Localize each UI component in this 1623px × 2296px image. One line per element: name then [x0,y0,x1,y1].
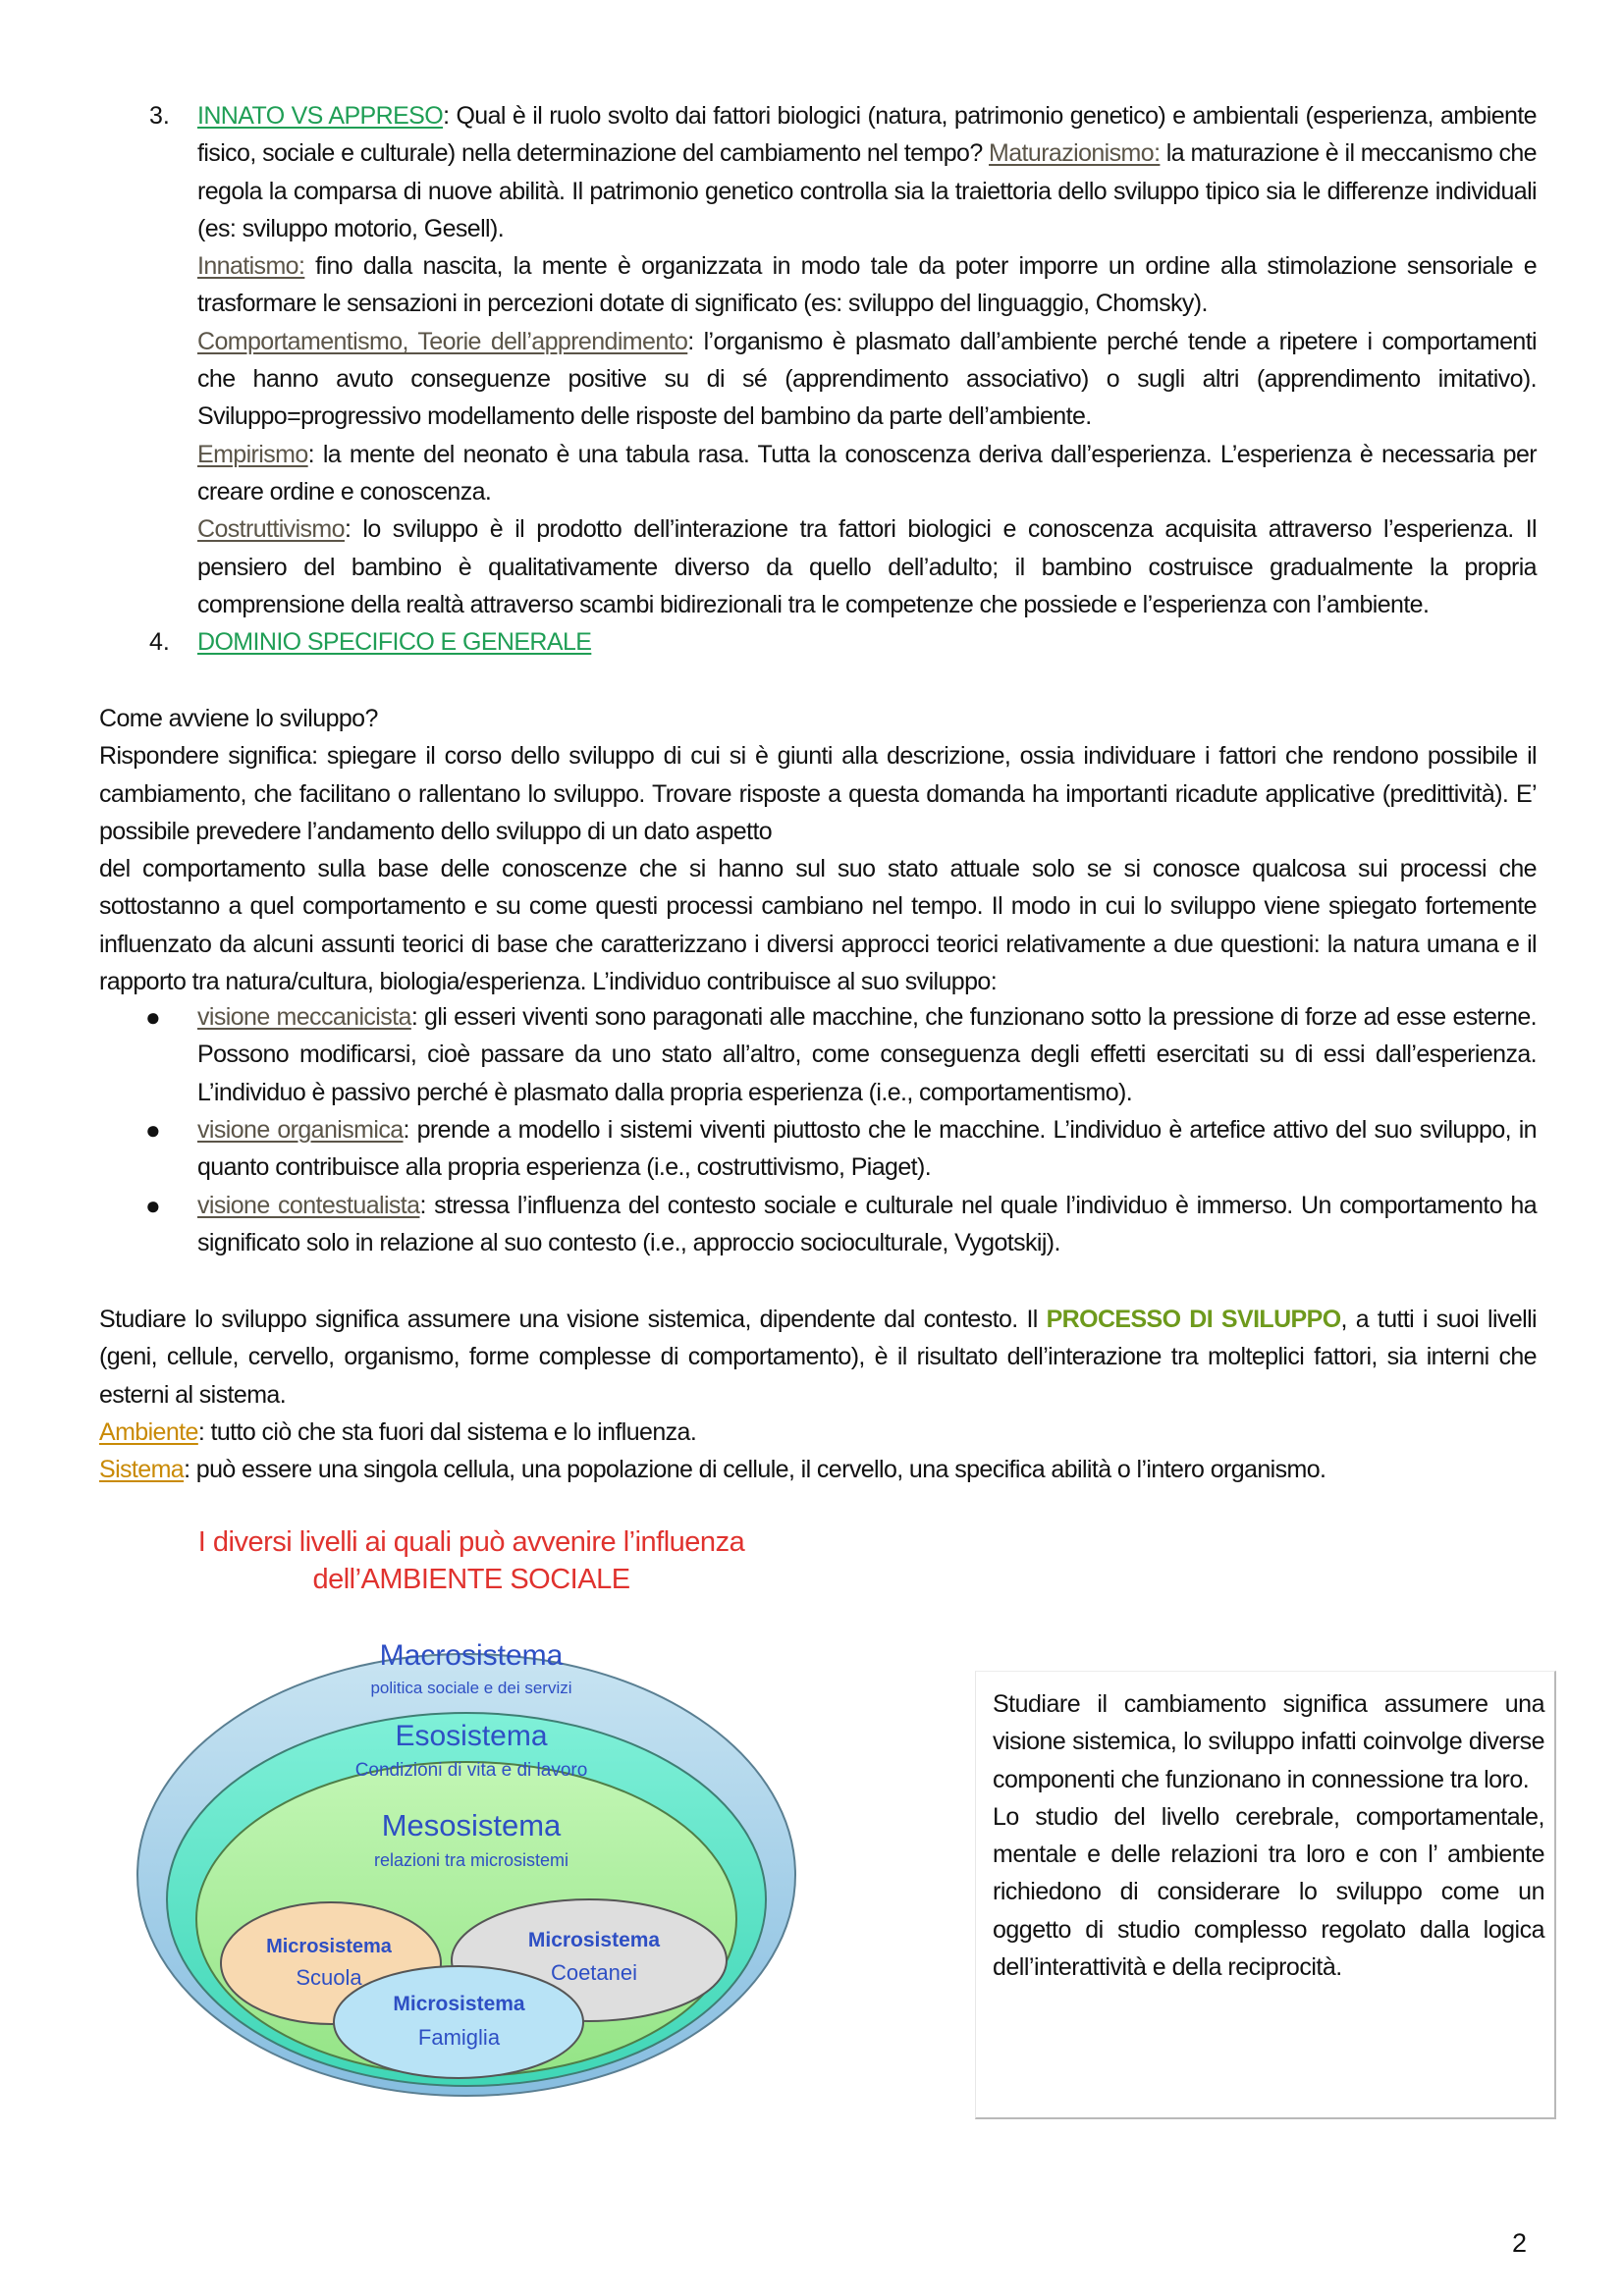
text: , a tutti i suoi livelli (geni, cellule, cervello, organismo, forme complesse di comportamento), è il risultato dell’interazione tra molteplici fattori, sia interni che esterni al sistema. [99,1306,1537,1409]
how-development-section [99,700,1537,1000]
microsistema-scuola-label: Microsistema [266,1936,392,1957]
bullet-text: : gli esseri viventi sono paragonati alle macchine, che funzionano sotto la pressione di forze ad esse esterne. Possono modificarsi, cioè passare da uno stato all’altro, come conseguenza degli effetti esercitati su di essi dall’esperienza. L’individuo è passivo perché è plasmato dalla propria esperienza (i.e., comportamentismo). [197,1003,1537,1106]
text: Studiare lo sviluppo significa assumere una visione sistemica, dipendente dal contesto. Il [99,1306,1047,1333]
microsistema-famiglia-label: Microsistema [393,1993,525,2015]
term-text: : lo sviluppo è il prodotto dell’interazione tra fattori biologici e conoscenza acquisita attraverso l’esperienza. Il pensiero del bambino è qualitativamente diverso da quello dell’adulto; il bambino costruisce gradualmente la propria comprensione della realtà attraverso scambi bidirezionali tra le competenze che possiede e l’esperienza con l’ambiente. [197,515,1537,618]
sistema-definition [99,1451,1537,1488]
microsistema-coetanei-desc: Coetanei [550,1960,638,1985]
mesosistema-desc: relazioni tra microsistemi [373,1850,569,1870]
term-visione-meccanicista: visione meccanicista [197,1003,411,1031]
term-costruttivismo: Costruttivismo [197,515,345,544]
diagram-title-line2: dell’AMBIENTE SOCIALE [312,1564,630,1595]
paragraph: del comportamento sulla base delle conoscenze che si hanno sul suo stato attuale solo se si conosce qualcosa sui processi che sottostanno a quel comportamento e su come questi processi cambiano nel tempo. Il modo in cui lo sviluppo viene spiegato fortemente influenzato da alcuni assunti teorici di base che caratterizzano i diversi approcci teorici relativamente a due questioni: la natura umana e il rapporto tra natura/cultura, biologia/esperienza. L’individuo contribuisce al suo sviluppo: [99,855,1537,996]
section-innato-vs-appreso [197,97,1537,623]
paragraph: Rispondere significa: spiegare il corso dello sviluppo di cui si è giunti alla descrizione, ossia individuare i fattori che rendono possibile il cambiamento, che facilitano o rallentano lo sviluppo. Trovare risposte a questa domanda ha importanti ricadute applicative (predittività). E’ possibile prevedere l’andamento dello sviluppo di un dato aspetto [99,742,1537,845]
esosistema-label: Esosistema [395,1720,548,1752]
microsistema-famiglia-desc: Famiglia [417,2025,501,2050]
ecological-systems-diagram [128,1512,815,2120]
section-intro: : Qual è il ruolo svolto dai fattori biologici (natura, patrimonio genetico) e ambientali (esperienza, ambiente fisico, sociale e culturale) nella determinazione del cambiamento nel tempo? [197,102,1537,168]
microsistema-scuola-desc: Scuola [296,1965,362,1990]
bullet-item [197,998,1537,1111]
bullet-text: : prende a modello i sistemi viventi piuttosto che le macchine. L’individuo è artefice attivo del suo sviluppo, in quanto contribuisce alla propria esperienza (i.e., costruttivismo, Piaget). [197,1116,1537,1182]
mesosistema-label: Mesosistema [381,1808,562,1842]
section-dominio [197,623,1537,661]
list-number: 4. [149,628,170,656]
paragraph [99,1301,1537,1414]
term-text: : la mente del neonato è una tabula rasa. Tutta la conoscenza deriva dall’esperienza. L’esperienza è necessaria per creare ordine e conoscenza. [197,440,1537,506]
page-number: 2 [1512,2228,1528,2258]
paragraph: Studiare il cambiamento significa assumere una visione sistemica, lo sviluppo infatti coinvolge diverse componenti che funzionano in connessione tra loro. [993,1690,1544,1793]
section-heading: DOMINIO SPECIFICO E GENERALE [197,628,592,656]
bullet-item [197,1111,1537,1187]
bullet-item [197,1187,1537,1262]
macrosistema-desc: politica sociale e dei servizi [370,1679,572,1697]
bullet-icon: ● [145,1191,161,1220]
term-sistema: Sistema [99,1456,185,1484]
diagram-title-line1: I diversi livelli ai quali può avvenire l’influenza [197,1526,745,1558]
sidebar-textbox [975,1671,1556,2119]
text: : può essere una singola cellula, una popolazione di cellule, il cervello, una specifica abilità o l’intero organismo. [184,1456,1326,1484]
systemic-section [99,1301,1537,1488]
term-visione-contestualista: visione contestualista [197,1192,420,1219]
term-text: fino dalla nascita, la mente è organizzata in modo tale da poter imporre un ordine alla stimolazione sensoriale e trasformare le sensazioni in percezioni dotate di significato (es: sviluppo del linguaggio, Chomsky). [197,252,1537,318]
question-heading: Come avviene lo sviluppo? [99,705,378,732]
term-ambiente: Ambiente [99,1417,198,1446]
processo-highlight: PROCESSO DI SVILUPPO [1046,1306,1341,1333]
microsistema-coetanei-label: Microsistema [527,1929,661,1951]
bullet-icon: ● [145,1115,161,1145]
term-text: la maturazione è il meccanismo che regola la comparsa di nuove abilità. Il patrimonio genetico controlla sia la traiettoria dello sviluppo tipico sia le differenze individuali (es: sviluppo motorio, Gesell). [197,139,1537,242]
sidebox-content [993,1685,1544,1986]
term-empirismo: Empirismo [197,440,308,468]
ambiente-definition [99,1414,1537,1451]
term-visione-organismica: visione organismica [197,1116,404,1144]
esosistema-desc: Condizioni di vita e di lavoro [354,1760,588,1781]
bullet-icon: ● [145,1002,161,1032]
bullet-text: : stressa l’influenza del contesto sociale e culturale nel quale l’individuo è immerso. Un comportamento ha significato solo in relazione al suo contesto (i.e., approccio socioculturale, Vygotskij). [197,1192,1538,1257]
term-maturazionismo: Maturazionismo: [989,139,1161,168]
term-innatismo: Innatismo: [197,252,305,281]
paragraph: Lo studio del livello cerebrale, comportamentale, mentale e delle relazioni tra loro e con l’ ambiente richiedono di considerare lo sviluppo come un oggetto di studio complesso regolato dalla logica dell’interattività e della reciprocità. [993,1802,1544,1982]
term-comportamentismo: Comportamentismo, Teorie dell’apprendimento [197,327,688,355]
macrosistema-label: Macrosistema [379,1639,564,1672]
text: : tutto ciò che sta fuori dal sistema e lo influenza. [197,1417,697,1446]
list-number: 3. [149,102,170,130]
term-text: : l’organismo è plasmato dall’ambiente perché tende a ripetere i comportamenti che hanno avuto conseguenze positive su di sé (apprendimento associativo) o sugli altri (apprendimento imitativo). Sviluppo=progressivo modellamento delle risposte del bambino da parte dell’ambiente. [197,327,1538,431]
section-heading: INNATO VS APPRESO [197,102,444,130]
